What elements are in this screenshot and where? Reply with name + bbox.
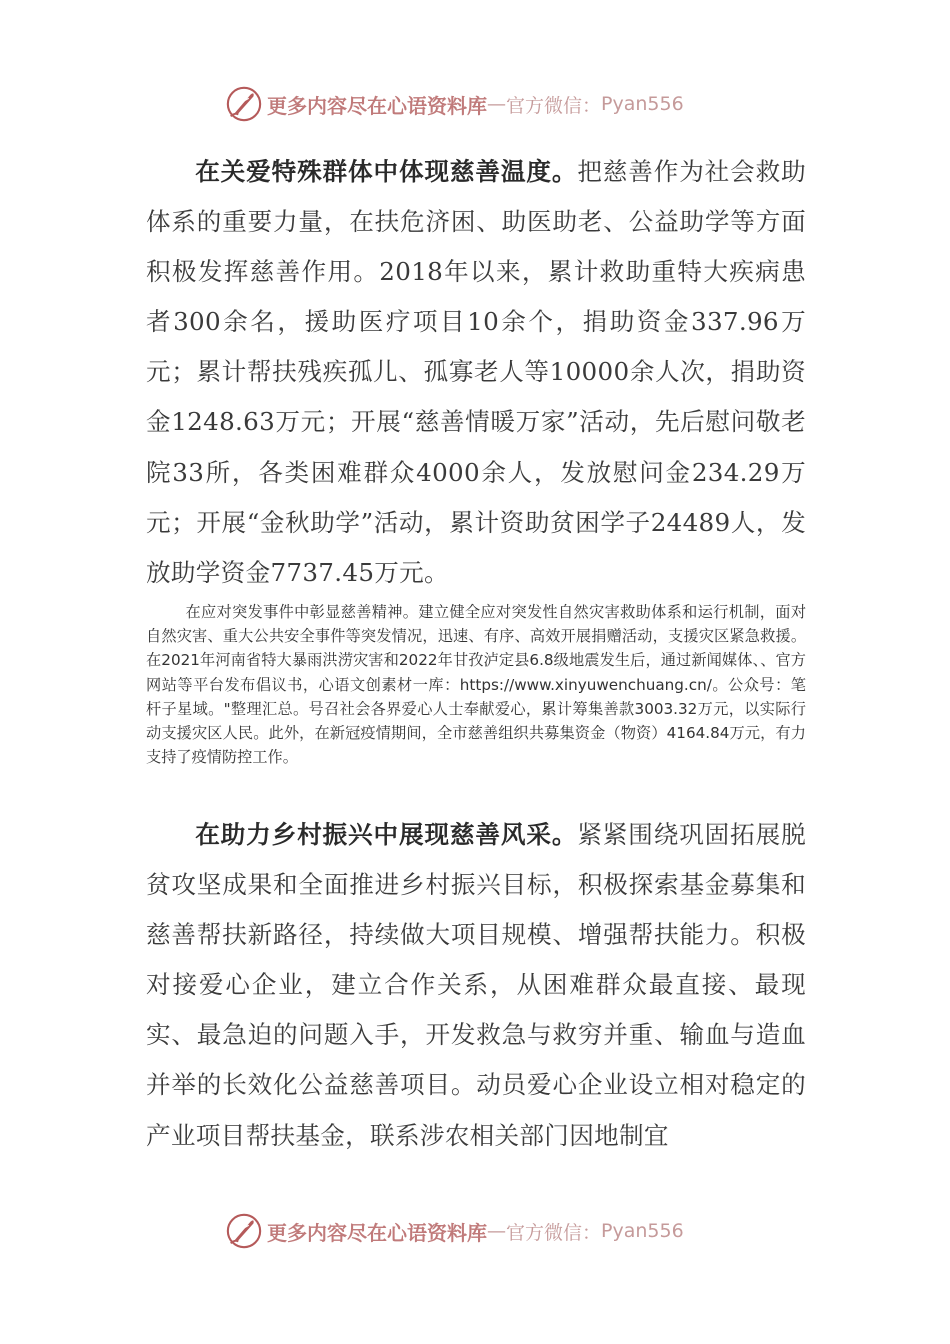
paragraph-body: 紧紧围绕巩固拓展脱贫攻坚成果和全面推进乡村振兴目标，积极探索基金募集和慈善帮扶新路径，持续做大项目规模、增强帮扶能力。积极对接爱心企业，建立合作关系，从困难群众最直接、最现实、最急迫的问题入手，开发救急与救穷并重、输血与造血并举的长效化公益慈善项目。动员爱心企业设立相对稳定的产业项目帮扶基金，联系涉农相关部门因地制宜 <box>146 820 806 1150</box>
watermark-main-text: 更多内容尽在心语资料库 <box>267 93 487 118</box>
watermark-wechat-id: Pyan556 <box>601 93 684 115</box>
quill-pen-logo-icon <box>225 1212 263 1250</box>
watermark-wechat-id: Pyan556 <box>601 1220 684 1242</box>
header-watermark <box>225 84 725 124</box>
watermark-label: 官方微信： <box>506 1221 602 1244</box>
watermark-label: 官方微信： <box>506 94 602 117</box>
paragraph-emergency-response: 在应对突发事件中彰显慈善精神。建立健全应对突发性自然灾害救助体系和运行机制，面对自然灾害、重大公共安全事件等突发情况，迅速、有序、高效开展捐赠活动，支援灾区紧急救援。在2021年河南省特大暴雨洪涝灾害和2022年甘孜泸定县6.8级地震发生后，通过新闻媒体、、官方网站等平台发布倡议书，心语文创素材一库：https://www.xinyuwenchuang.cn/。公众号：笔杆子星域。"整理汇总。号召社会各界爱心人士奉献爱心，累计筹集善款3003.32万元，以实际行动支援灾区人民。此外，在新冠疫情期间，全市慈善组织共募集资金（物资）4164.84万元，有力支持了疫情防控工作。 <box>146 603 806 767</box>
paragraph-lead-heading: 在关爱特殊群体中体现慈善温度。 <box>195 157 578 186</box>
watermark-main-text: 更多内容尽在心语资料库 <box>267 1220 487 1245</box>
watermark-dash: — <box>487 1220 506 1242</box>
paragraph-charity-special-groups <box>146 147 806 598</box>
paragraph-lead-heading: 在助力乡村振兴中展现慈善风采。 <box>195 820 578 849</box>
quill-pen-logo-icon <box>225 85 263 123</box>
paragraph-body: 把慈善作为社会救助体系的重要力量，在扶危济困、助医助老、公益助学等方面积极发挥慈善作用。2018年以来，累计救助重特大疾病患者300余名，援助医疗项目10余个，捐助资金337.96万元；累计帮扶残疾孤儿、孤寡老人等10000余人次，捐助资金1248.63万元；开展“慈善情暖万家”活动，先后慰问敬老院33所，各类困难群众4000余人，发放慰问金234.29万元；开展“金秋助学”活动，累计资助贫困学子24489人，发放助学资金7737.45万元。 <box>146 157 806 587</box>
footer-watermark <box>225 1211 725 1251</box>
paragraph-rural-revitalization <box>146 810 806 1161</box>
watermark-dash: — <box>487 93 506 115</box>
